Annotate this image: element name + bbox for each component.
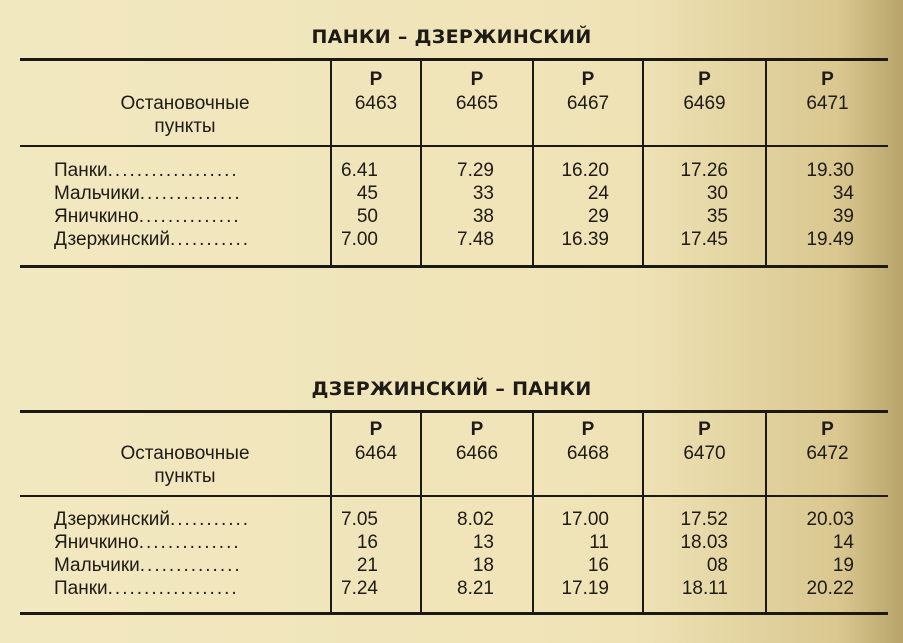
stop-name: Панки <box>54 578 108 599</box>
time-cell: 7.48 <box>457 229 494 250</box>
leader-dots: .............. <box>139 183 242 204</box>
time-cell: 17.19 <box>561 578 609 599</box>
header-line-1: Остановочные <box>120 443 250 464</box>
time-cell: 18.11 <box>681 578 728 599</box>
table-title: ДЗЕРЖИНСКИЙ – ПАНКИ <box>311 378 592 400</box>
table-title: ПАНКИ – ДЗЕРЖИНСКИЙ <box>311 26 592 48</box>
time-cell: 8.21 <box>457 578 494 599</box>
time-cell: 19 <box>832 555 854 576</box>
leader-dots: .................. <box>107 160 239 181</box>
header-line-1: Остановочные <box>120 93 250 114</box>
train-number: 6469 <box>683 93 726 114</box>
time-cell: 20.03 <box>806 509 854 530</box>
train-number: 6464 <box>354 443 398 464</box>
header-line-2: пункты <box>154 466 216 487</box>
train-type: Р <box>470 69 484 90</box>
leader-dots: .............. <box>138 532 241 553</box>
time-cell: 8.02 <box>457 509 494 530</box>
time-cell: 7.00 <box>341 229 378 250</box>
train-type: Р <box>581 69 595 90</box>
time-cell: 29 <box>587 206 609 227</box>
train-type: Р <box>369 69 383 90</box>
time-cell: 24 <box>587 183 609 204</box>
leader-dots: .............. <box>138 206 241 227</box>
train-number: 6470 <box>683 443 726 464</box>
time-cell: 08 <box>706 555 728 576</box>
stop-name: Дзержинский <box>54 509 170 530</box>
train-type: Р <box>698 69 711 90</box>
leader-dots: .............. <box>139 555 242 576</box>
stops-column-header <box>60 442 310 488</box>
train-number: 6468 <box>566 443 610 464</box>
time-cell: 38 <box>472 206 494 227</box>
stop-name: Мальчики <box>54 555 140 576</box>
train-header <box>767 418 888 466</box>
train-type: Р <box>470 419 484 440</box>
time-cell: 39 <box>832 206 854 227</box>
top-rule <box>20 410 888 413</box>
leader-dots: .................. <box>107 578 239 599</box>
time-cell: 18 <box>472 555 494 576</box>
stop-name: Яничкино <box>54 532 139 553</box>
time-cell: 7.24 <box>341 578 378 599</box>
train-type: Р <box>698 419 711 440</box>
train-header <box>534 418 642 466</box>
train-type: Р <box>821 69 834 90</box>
train-number: 6465 <box>455 93 499 114</box>
train-header <box>422 418 532 466</box>
time-cell: 21 <box>356 555 378 576</box>
time-cell: 17.52 <box>680 509 728 530</box>
header-rule <box>20 495 888 497</box>
time-cell: 16 <box>356 532 378 553</box>
time-cell: 33 <box>472 183 494 204</box>
train-number: 6463 <box>354 93 398 114</box>
stop-name: Дзержинский <box>54 229 170 250</box>
leader-dots: ........... <box>170 229 251 250</box>
time-cell: 45 <box>356 183 378 204</box>
time-cell: 11 <box>589 532 609 553</box>
time-cell: 18.03 <box>680 532 728 553</box>
time-cell: 16.39 <box>561 229 609 250</box>
train-type: Р <box>581 419 595 440</box>
time-cell: 7.29 <box>457 160 494 181</box>
header-line-2: пункты <box>154 116 216 137</box>
time-cell: 17.26 <box>680 160 728 181</box>
time-cell: 6.41 <box>341 160 378 181</box>
time-cell: 50 <box>356 206 378 227</box>
time-cell: 30 <box>706 183 728 204</box>
stop-name: Мальчики <box>54 183 140 204</box>
time-cell: 19.30 <box>806 160 854 181</box>
time-cell: 13 <box>472 532 494 553</box>
train-header <box>332 418 420 466</box>
time-cell: 16 <box>587 555 609 576</box>
train-number: 6471 <box>806 93 849 114</box>
train-number: 6466 <box>455 443 499 464</box>
time-cell: 17.45 <box>680 229 728 250</box>
train-header <box>644 418 765 466</box>
train-type: Р <box>821 419 834 440</box>
train-number: 6467 <box>566 93 610 114</box>
time-cell: 35 <box>706 206 728 227</box>
train-type: Р <box>369 419 383 440</box>
time-cell: 20.22 <box>806 578 854 599</box>
time-cell: 19.49 <box>806 229 854 250</box>
stop-name: Панки <box>54 160 108 181</box>
bottom-rule <box>20 612 888 615</box>
stop-name: Яничкино <box>54 206 139 227</box>
time-cell: 7.05 <box>341 509 378 530</box>
time-cell: 16.20 <box>561 160 609 181</box>
time-cell: 17.00 <box>561 509 609 530</box>
train-number: 6472 <box>806 443 849 464</box>
time-cell: 14 <box>832 532 854 553</box>
time-cell: 34 <box>832 183 854 204</box>
leader-dots: ........... <box>170 509 251 530</box>
